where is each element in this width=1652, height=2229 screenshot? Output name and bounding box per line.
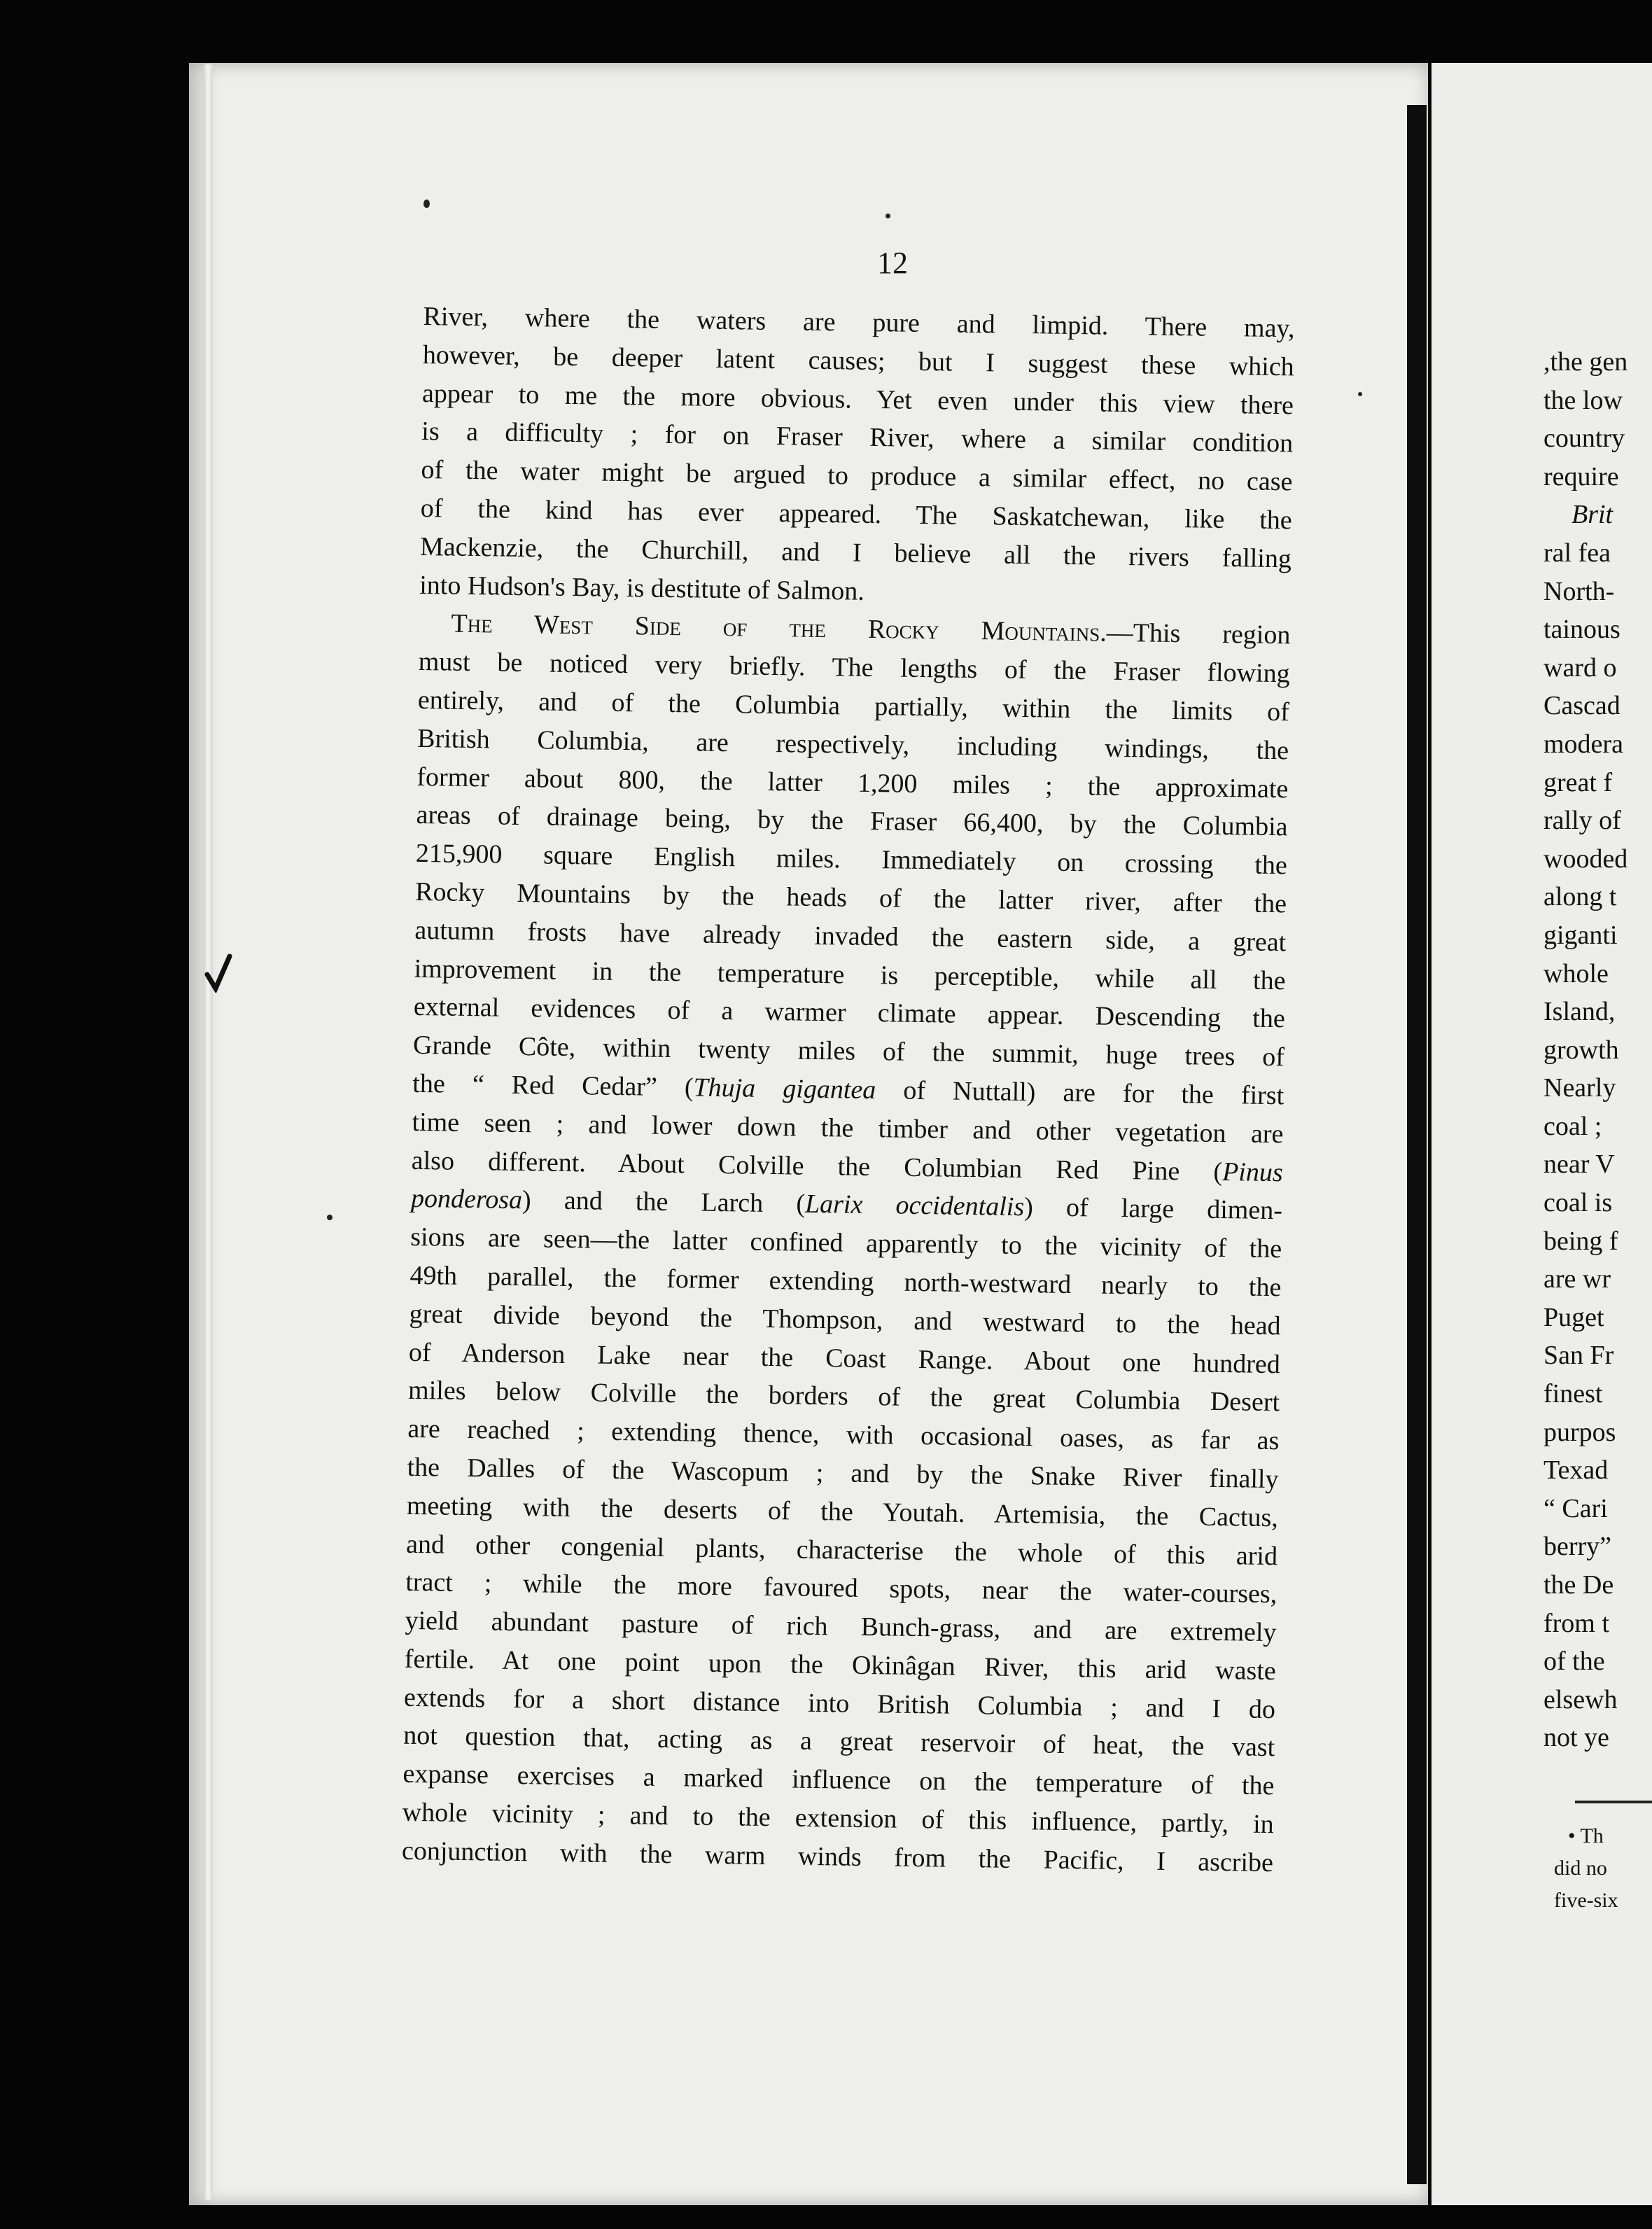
right-page-line: San Fr	[1544, 1341, 1614, 1371]
text-line: the Dalles of the Wascopum ; and by the Snake River finally	[407, 1452, 1279, 1495]
right-page-line: ,the gen	[1544, 347, 1628, 377]
right-page-line: coal is	[1544, 1188, 1613, 1218]
text-line: former about 800, the latter 1,200 miles ; the approximate	[416, 762, 1289, 804]
text-line: British Columbia, are respectively, including windings, the	[416, 723, 1289, 766]
text-line: Rocky Mountains by the heads of the latter river, after the	[414, 876, 1287, 919]
right-page-line: great f	[1544, 767, 1613, 797]
right-page-line: tainous	[1544, 615, 1620, 645]
right-page-footnote	[1554, 1820, 1652, 1917]
text-line: time seen ; and lower down the timber and other vegetation are	[412, 1107, 1284, 1150]
right-page-line: are wr	[1544, 1264, 1611, 1294]
text-line: is a difficulty ; for on Fraser River, where a similar condition	[421, 417, 1294, 459]
text-line: appear to me the more obvious. Yet even under this view there	[421, 378, 1294, 420]
text-line: however, be deeper latent causes; but I suggest these which	[422, 340, 1295, 382]
right-page-line: near V	[1544, 1150, 1615, 1180]
text-line: sions are seen—the latter confined apparently to the vicinity of the	[410, 1222, 1282, 1264]
paragraph-2	[402, 604, 1291, 1882]
main-text-block	[402, 298, 1295, 1882]
right-page-line: “ Cari	[1544, 1493, 1608, 1523]
text-line: miles below Colville the borders of the great Columbia Desert	[407, 1376, 1280, 1418]
right-page-line: require	[1544, 461, 1619, 491]
right-page-line: modera	[1544, 729, 1623, 759]
text-line: 49th parallel, the former extending north-westward nearly to the	[410, 1260, 1282, 1303]
text-line: conjunction with the warm winds from the Pacific, I ascribe	[401, 1836, 1274, 1878]
text-line: River, where the waters are pure and limpid. There may,	[423, 301, 1295, 344]
text-line: entirely, and of the Columbia partially, within the limits of	[417, 685, 1290, 727]
right-page-line: Nearly	[1544, 1073, 1616, 1103]
right-page-line: ward o	[1544, 652, 1617, 683]
ink-speck	[1358, 392, 1362, 396]
line-segment: ) of large dimen-	[1023, 1192, 1283, 1226]
species-name: Thuja gigantea	[693, 1072, 876, 1105]
page-edge	[203, 64, 213, 2200]
line-segment: also different. About Colville the Columbian Red Pine (	[411, 1145, 1223, 1187]
right-page-line: Brit	[1572, 500, 1614, 530]
right-page-line: growth	[1544, 1035, 1619, 1065]
text-line: not question that, acting as a great reservoir of heat, the vast	[403, 1721, 1275, 1763]
text-line: are reached ; extending thence, with occasional oases, as far as	[407, 1413, 1280, 1456]
heading-continuation: —This region	[1106, 618, 1291, 650]
paragraph-1	[419, 298, 1295, 617]
text-line: whole vicinity ; and to the extension of this influence, partly, in	[402, 1797, 1274, 1840]
section-heading: The West Side of the Rocky Mountains.	[451, 608, 1107, 648]
pencil-checkmark-icon	[204, 953, 232, 993]
right-page-line: from t	[1544, 1608, 1609, 1638]
page-number: 12	[877, 246, 908, 280]
right-page-line: Texad	[1544, 1455, 1609, 1486]
line-segment: ) and the Larch (	[522, 1185, 806, 1220]
species-name: Larix occidentalis	[804, 1189, 1025, 1222]
right-page-line: ral fea	[1544, 538, 1611, 568]
footnote-line: • Th	[1568, 1824, 1604, 1847]
text-line: fertile. At one point upon the Okinâgan River, this arid waste	[404, 1644, 1277, 1686]
right-page-line: Puget	[1544, 1302, 1604, 1332]
right-page-line: North-	[1544, 576, 1615, 606]
text-line: autumn frosts have already invaded the eastern side, a great	[414, 915, 1287, 958]
text-line: extends for a short distance into British Columbia ; and I do	[403, 1682, 1276, 1724]
right-page-line: purpos	[1544, 1417, 1616, 1447]
text-line: improvement in the temperature is perceptible, while all the	[414, 953, 1286, 995]
text-line: meeting with the deserts of the Youtah. Artemisia, the Cactus,	[406, 1490, 1279, 1532]
footnote-line: five-six	[1554, 1889, 1618, 1912]
species-name: Pinus	[1222, 1157, 1283, 1187]
right-page-line: the De	[1544, 1570, 1614, 1600]
text-line: yield abundant pasture of rich Bunch-grass, and are extremely	[405, 1605, 1277, 1648]
species-name: ponderosa	[410, 1184, 523, 1215]
right-page-line: Island,	[1544, 997, 1616, 1027]
text-line: must be noticed very briefly. The lengths of the Fraser flowing	[418, 647, 1290, 689]
ink-speck	[886, 214, 890, 218]
line-segment: of Nuttall) are for the first	[876, 1075, 1284, 1111]
ink-speck	[424, 200, 430, 208]
ink-speck	[327, 1215, 332, 1220]
right-page-text	[1544, 343, 1652, 1757]
footnote-rule	[1575, 1801, 1652, 1803]
right-page-line: along t	[1544, 882, 1617, 912]
line-segment: the “ Red Cedar” (	[412, 1068, 694, 1103]
text-line: expanse exercises a marked influence on the temperature of the	[402, 1759, 1275, 1801]
right-page-line: of the	[1544, 1647, 1605, 1677]
text-line: 215,900 square English miles. Immediately on crossing the	[415, 839, 1288, 881]
right-page-line: coal ;	[1544, 1111, 1602, 1141]
right-page-line: being f	[1544, 1226, 1618, 1256]
footnote-line: did no	[1554, 1857, 1607, 1880]
right-page-line: not ye	[1544, 1723, 1609, 1753]
right-page-line: country	[1544, 424, 1625, 454]
book-gutter	[1407, 105, 1427, 2184]
text-line: and other congenial plants, characterise the whole of this arid	[405, 1529, 1278, 1571]
right-page-line: Cascad	[1544, 691, 1620, 721]
text-line: external evidences of a warmer climate appear. Descending the	[413, 992, 1286, 1034]
text-line: areas of drainage being, by the Fraser 66,400, by the Columbia	[416, 800, 1288, 842]
text-line: Grande Côte, within twenty miles of the summit, huge trees of	[412, 1030, 1285, 1072]
right-page-line: rally of	[1544, 806, 1621, 836]
text-line: of Anderson Lake near the Coast Range. About one hundred	[408, 1337, 1281, 1379]
text-line: Mackenzie, the Churchill, and I believe all the rivers falling	[419, 531, 1292, 574]
right-page-line: berry”	[1544, 1532, 1612, 1562]
right-page-line: the low	[1544, 385, 1623, 415]
right-page-line: wooded	[1544, 844, 1628, 874]
text-line: of the kind has ever appeared. The Saskatchewan, like the	[420, 493, 1292, 536]
right-page-line: whole	[1544, 958, 1609, 988]
text-line: great divide beyond the Thompson, and westward to the head	[409, 1299, 1281, 1341]
text-line: of the water might be argued to produce a similar effect, no case	[421, 455, 1293, 497]
right-page-line: finest	[1544, 1379, 1603, 1409]
text-line: tract ; while the more favoured spots, near the water-courses,	[405, 1567, 1278, 1609]
text-line: into Hudson's Bay, is destitute of Salmon.	[419, 570, 865, 606]
right-page-line: giganti	[1544, 920, 1618, 950]
right-page-line: elsewh	[1544, 1684, 1618, 1714]
